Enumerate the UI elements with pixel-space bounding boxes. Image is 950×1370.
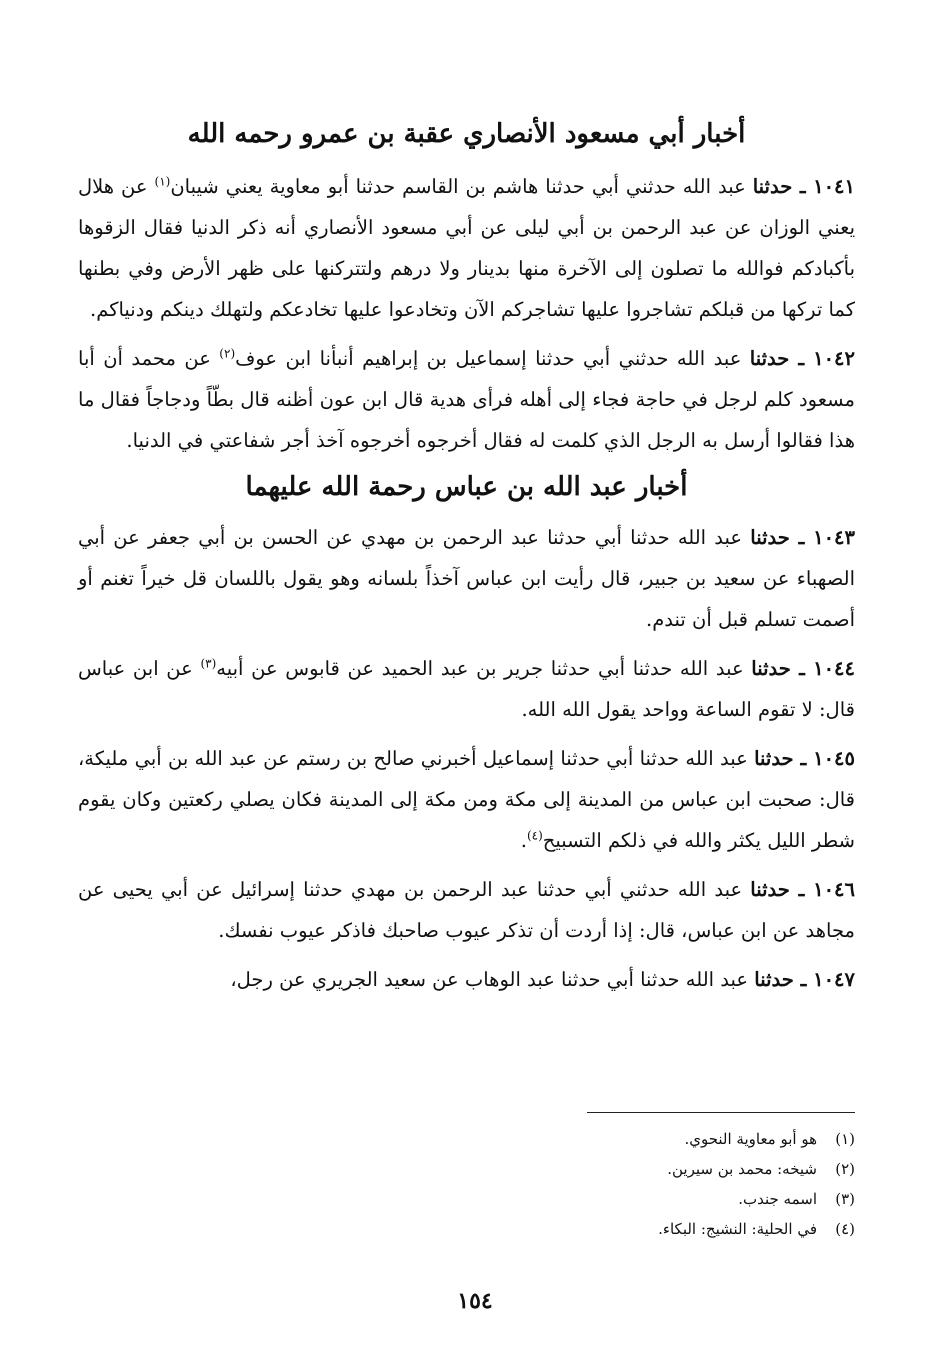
hadith-number: ١٠٤٥ bbox=[813, 746, 855, 770]
hadith-text: عبد الله حدثنا أبي حدثنا إسماعيل أخبرني صالح بن رستم عن عبد الله بن أبي مليكة، قال: صحبت ابن عباس من المدينة إلى مكة ومن مكة إلى المدينة فكان يصلي ركعتين وكان يقوم شطر الليل يكثر والله في ذلكم التسبيح bbox=[78, 746, 855, 852]
hadith-text-cont: عن هلال يعني الوزان عن عبد الرحمن بن أبي ليلى عن أبي مسعود الأنصاري أنه ذكر الدنيا فقال الزقوها بأكبادكم فوالله ما تصلون إلى الآخرة منها بدينار ولا درهم ولتتركنها على ظهر الأرض وفي بطنها كما تركها من قبلكم تشاجروا عليها تشاجركم الآن وتخادعوا عليها تخادعكم ولتهلك دينكم ودنياكم. bbox=[78, 174, 855, 321]
hadith-text: عبد الله حدثنا أبي حدثنا عبد الرحمن بن مهدي عن الحسن بن أبي جعفر عن أبي الصهباء عن سعيد بن جبير، قال رأيت ابن عباس آخذاً بلسانه وهو يقول باللسان قل خيراً تغنم أو أصمت تسلم قبل أن تندم. bbox=[78, 525, 855, 631]
dash: ـ bbox=[792, 174, 814, 198]
section-title-abu-masud: أخبار أبي مسعود الأنصاري عقبة بن عمرو رحمه الله bbox=[187, 119, 746, 149]
hadith-number: ١٠٤١ bbox=[813, 174, 856, 198]
hadith-1045 bbox=[78, 738, 855, 861]
footnote-text: اسمه جندب. bbox=[738, 1190, 817, 1208]
hadith-lead: حدثنا bbox=[754, 746, 794, 770]
hadith-text: عبد الله حدثني أبي حدثنا هاشم بن القاسم حدثنا أبو معاوية يعني شيبان bbox=[170, 174, 746, 198]
hadith-lead: حدثنا bbox=[750, 525, 790, 549]
dash: ـ bbox=[789, 525, 814, 549]
hadith-1044 bbox=[78, 648, 855, 730]
page-body bbox=[78, 118, 855, 1008]
page-number: ١٥٤ bbox=[457, 1288, 493, 1314]
hadith-lead: حدثنا bbox=[750, 877, 790, 901]
hadith-text: عبد الله حدثنا أبي حدثنا جرير بن عبد الحميد عن قابوس عن أبيه bbox=[216, 656, 744, 680]
dash: ـ bbox=[793, 746, 814, 770]
footnote-ref: (٣) bbox=[200, 656, 217, 671]
footnote-item bbox=[355, 1184, 855, 1214]
hadith-1043 bbox=[78, 517, 855, 640]
hadith-text: عبد الله حدثني أبي حدثنا عبد الرحمن بن مهدي حدثنا إسرائيل عن أبي يحيى عن مجاهد عن ابن عباس، قال: إذا أردت أن تذكر عيوب صاحبك فاذكر عيوب نفسك. bbox=[78, 877, 855, 942]
hadith-text: عبد الله حدثني أبي حدثنا إسماعيل بن إبراهيم أنبأنا ابن عوف bbox=[235, 346, 742, 370]
hadith-number: ١٠٤٧ bbox=[813, 967, 855, 991]
footnote-ref: (٤) bbox=[526, 828, 543, 843]
footnote-text: شيخه: محمد بن سيرين. bbox=[667, 1160, 817, 1178]
hadith-text-cont: . bbox=[520, 828, 527, 852]
footnote-item bbox=[355, 1124, 855, 1154]
dash: ـ bbox=[790, 656, 814, 680]
dash: ـ bbox=[789, 346, 814, 370]
footnote-ref: (١) bbox=[154, 174, 171, 189]
hadith-lead: حدثنا bbox=[749, 346, 790, 370]
dash: ـ bbox=[793, 967, 814, 991]
hadith-number: ١٠٤٤ bbox=[813, 656, 855, 680]
hadith-text-cont: عن محمد أن أبا مسعود كلم لرجل في حاجة فجاء إلى أهله فرأى هدية قال ابن عون أظنه قال بطّاً ودجاجاً فقال ما هذا فقالوا أرسل به الرجل الذي كلمت له فقال أخرجوه أخرجوه آخذ أجر شفاعتي في الدنيا. bbox=[78, 346, 855, 452]
footnote-number: (٢) bbox=[835, 1160, 855, 1178]
hadith-number: ١٠٤٣ bbox=[813, 525, 855, 549]
dash: ـ bbox=[789, 877, 814, 901]
footnote-ref: (٢) bbox=[219, 346, 236, 361]
footnote-item bbox=[355, 1214, 855, 1244]
hadith-lead: حدثنا bbox=[751, 656, 791, 680]
footnotes bbox=[355, 1124, 855, 1244]
hadith-1046 bbox=[78, 869, 855, 951]
hadith-number: ١٠٤٦ bbox=[813, 877, 855, 901]
footnote-item bbox=[355, 1154, 855, 1184]
hadith-text: عبد الله حدثنا أبي حدثنا عبد الوهاب عن سعيد الجريري عن رجل، bbox=[230, 967, 749, 991]
hadith-lead: حدثنا bbox=[754, 967, 794, 991]
footnote-text: في الحلية: النشيج: البكاء. bbox=[658, 1220, 817, 1238]
hadith-lead: حدثنا bbox=[752, 174, 793, 198]
footnote-number: (٣) bbox=[835, 1190, 855, 1208]
footnote-divider bbox=[587, 1112, 855, 1113]
section-title-ibn-abbas: أخبار عبد الله بن عباس رحمة الله عليهما bbox=[245, 471, 688, 502]
footnote-text: هو أبو معاوية النحوي. bbox=[684, 1130, 817, 1148]
footnote-number: (١) bbox=[835, 1130, 855, 1148]
hadith-number: ١٠٤٢ bbox=[813, 346, 855, 370]
hadith-1041 bbox=[78, 166, 855, 330]
hadith-1047 bbox=[78, 959, 855, 1000]
hadith-1042 bbox=[78, 338, 855, 461]
hadith-text-cont: عن ابن عباس قال: لا تقوم الساعة وواحد يقول الله الله. bbox=[78, 656, 855, 721]
footnote-number: (٤) bbox=[835, 1220, 855, 1238]
